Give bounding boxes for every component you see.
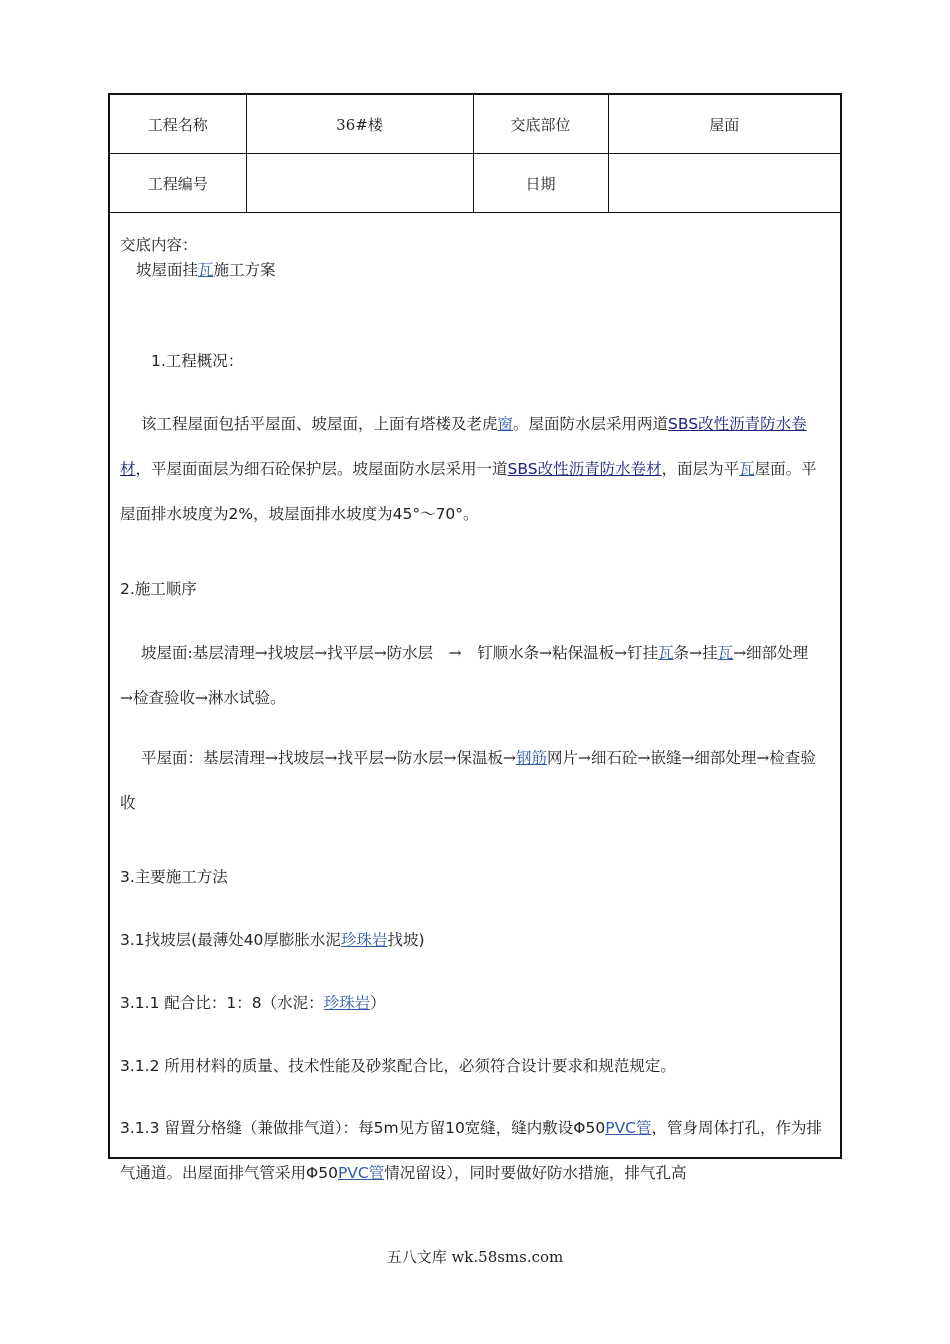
project-name-value: 36#楼 bbox=[246, 95, 473, 154]
location-label: 交底部位 bbox=[473, 95, 608, 154]
location-value: 屋面 bbox=[608, 95, 840, 154]
project-no-label: 工程编号 bbox=[110, 154, 246, 213]
section-3-1: 3.1找坡层(最薄处40厚膨胀水泥珍珠岩找坡) bbox=[120, 931, 425, 949]
plan-title: 坡屋面挂瓦施工方案 bbox=[136, 261, 276, 279]
link-wa-3[interactable]: 瓦 bbox=[658, 644, 674, 662]
header-row-2 bbox=[110, 154, 840, 213]
project-no-value bbox=[246, 154, 473, 213]
section-2-title: 2.施工顺序 bbox=[120, 580, 197, 598]
content-area bbox=[110, 213, 840, 1196]
intro-label: 交底内容： bbox=[120, 236, 198, 254]
header-table bbox=[110, 95, 840, 213]
section-3-1-3: 3.1.3 留置分格缝（兼做排气道）：每5m见方留10宽缝，缝内敷设Φ50PVC管，管身周体打孔，作为排气通道。出屋面排气管采用Φ50PVC管情况留设），同时要做好防水措施，排气孔高 bbox=[120, 1119, 823, 1182]
date-label: 日期 bbox=[473, 154, 608, 213]
link-wa-4[interactable]: 瓦 bbox=[717, 644, 734, 662]
link-pvc-2[interactable]: PVC管 bbox=[337, 1164, 385, 1182]
date-value bbox=[608, 154, 840, 213]
link-perlite[interactable]: 珍珠岩 bbox=[340, 931, 388, 949]
project-name-label: 工程名称 bbox=[110, 95, 246, 154]
footer-watermark: 五八文库 wk.58sms.com bbox=[386, 1248, 564, 1266]
document-sheet bbox=[108, 93, 842, 1182]
link-pvc[interactable]: PVC管 bbox=[605, 1119, 652, 1137]
link-perlite-2[interactable]: 珍珠岩 bbox=[323, 994, 371, 1012]
section-1-title: 1.工程概况： bbox=[151, 352, 244, 370]
section-3-title: 3.主要施工方法 bbox=[120, 868, 228, 886]
section-2-flat: 平屋面：基层清理→找坡层→找平层→防水层→保温板→钢筋网片→细石砼→嵌缝→细部处理→检查验收 bbox=[120, 749, 816, 812]
section-2-slope: 坡屋面:基层清理→找坡层→找平层→防水层 → 钉顺水条→粘保温板→钉挂瓦条→挂瓦→细部处理 →检查验收→淋水试验。 bbox=[120, 644, 824, 707]
link-sbs-2[interactable]: SBS改性沥青防水卷材 bbox=[507, 460, 662, 478]
link-wa[interactable]: 瓦 bbox=[198, 261, 214, 279]
link-window[interactable]: 窗 bbox=[497, 415, 514, 433]
header-row-1 bbox=[110, 95, 840, 154]
link-rebar[interactable]: 钢筋 bbox=[515, 749, 547, 767]
link-sbs-1[interactable]: SBS改性沥青防水卷材 bbox=[120, 415, 807, 478]
section-3-1-2: 3.1.2 所用材料的质量、技术性能及砂浆配合比，必须符合设计要求和规范规定。 bbox=[120, 1057, 676, 1075]
section-3-1-1: 3.1.1 配合比：1：8（水泥：珍珠岩） bbox=[120, 994, 386, 1012]
link-wa-2[interactable]: 瓦 bbox=[739, 460, 755, 478]
section-1-paragraph: 该工程屋面包括平屋面、坡屋面，上面有塔楼及老虎窗。屋面防水层采用两道SBS改性沥青防水卷材，平屋面面层为细石砼保护层。坡屋面防水层采用一道SBS改性沥青防水卷材，面层为平瓦屋面。平屋面排水坡度为2%，坡屋面排水坡度为45°～70°。 bbox=[120, 415, 817, 523]
